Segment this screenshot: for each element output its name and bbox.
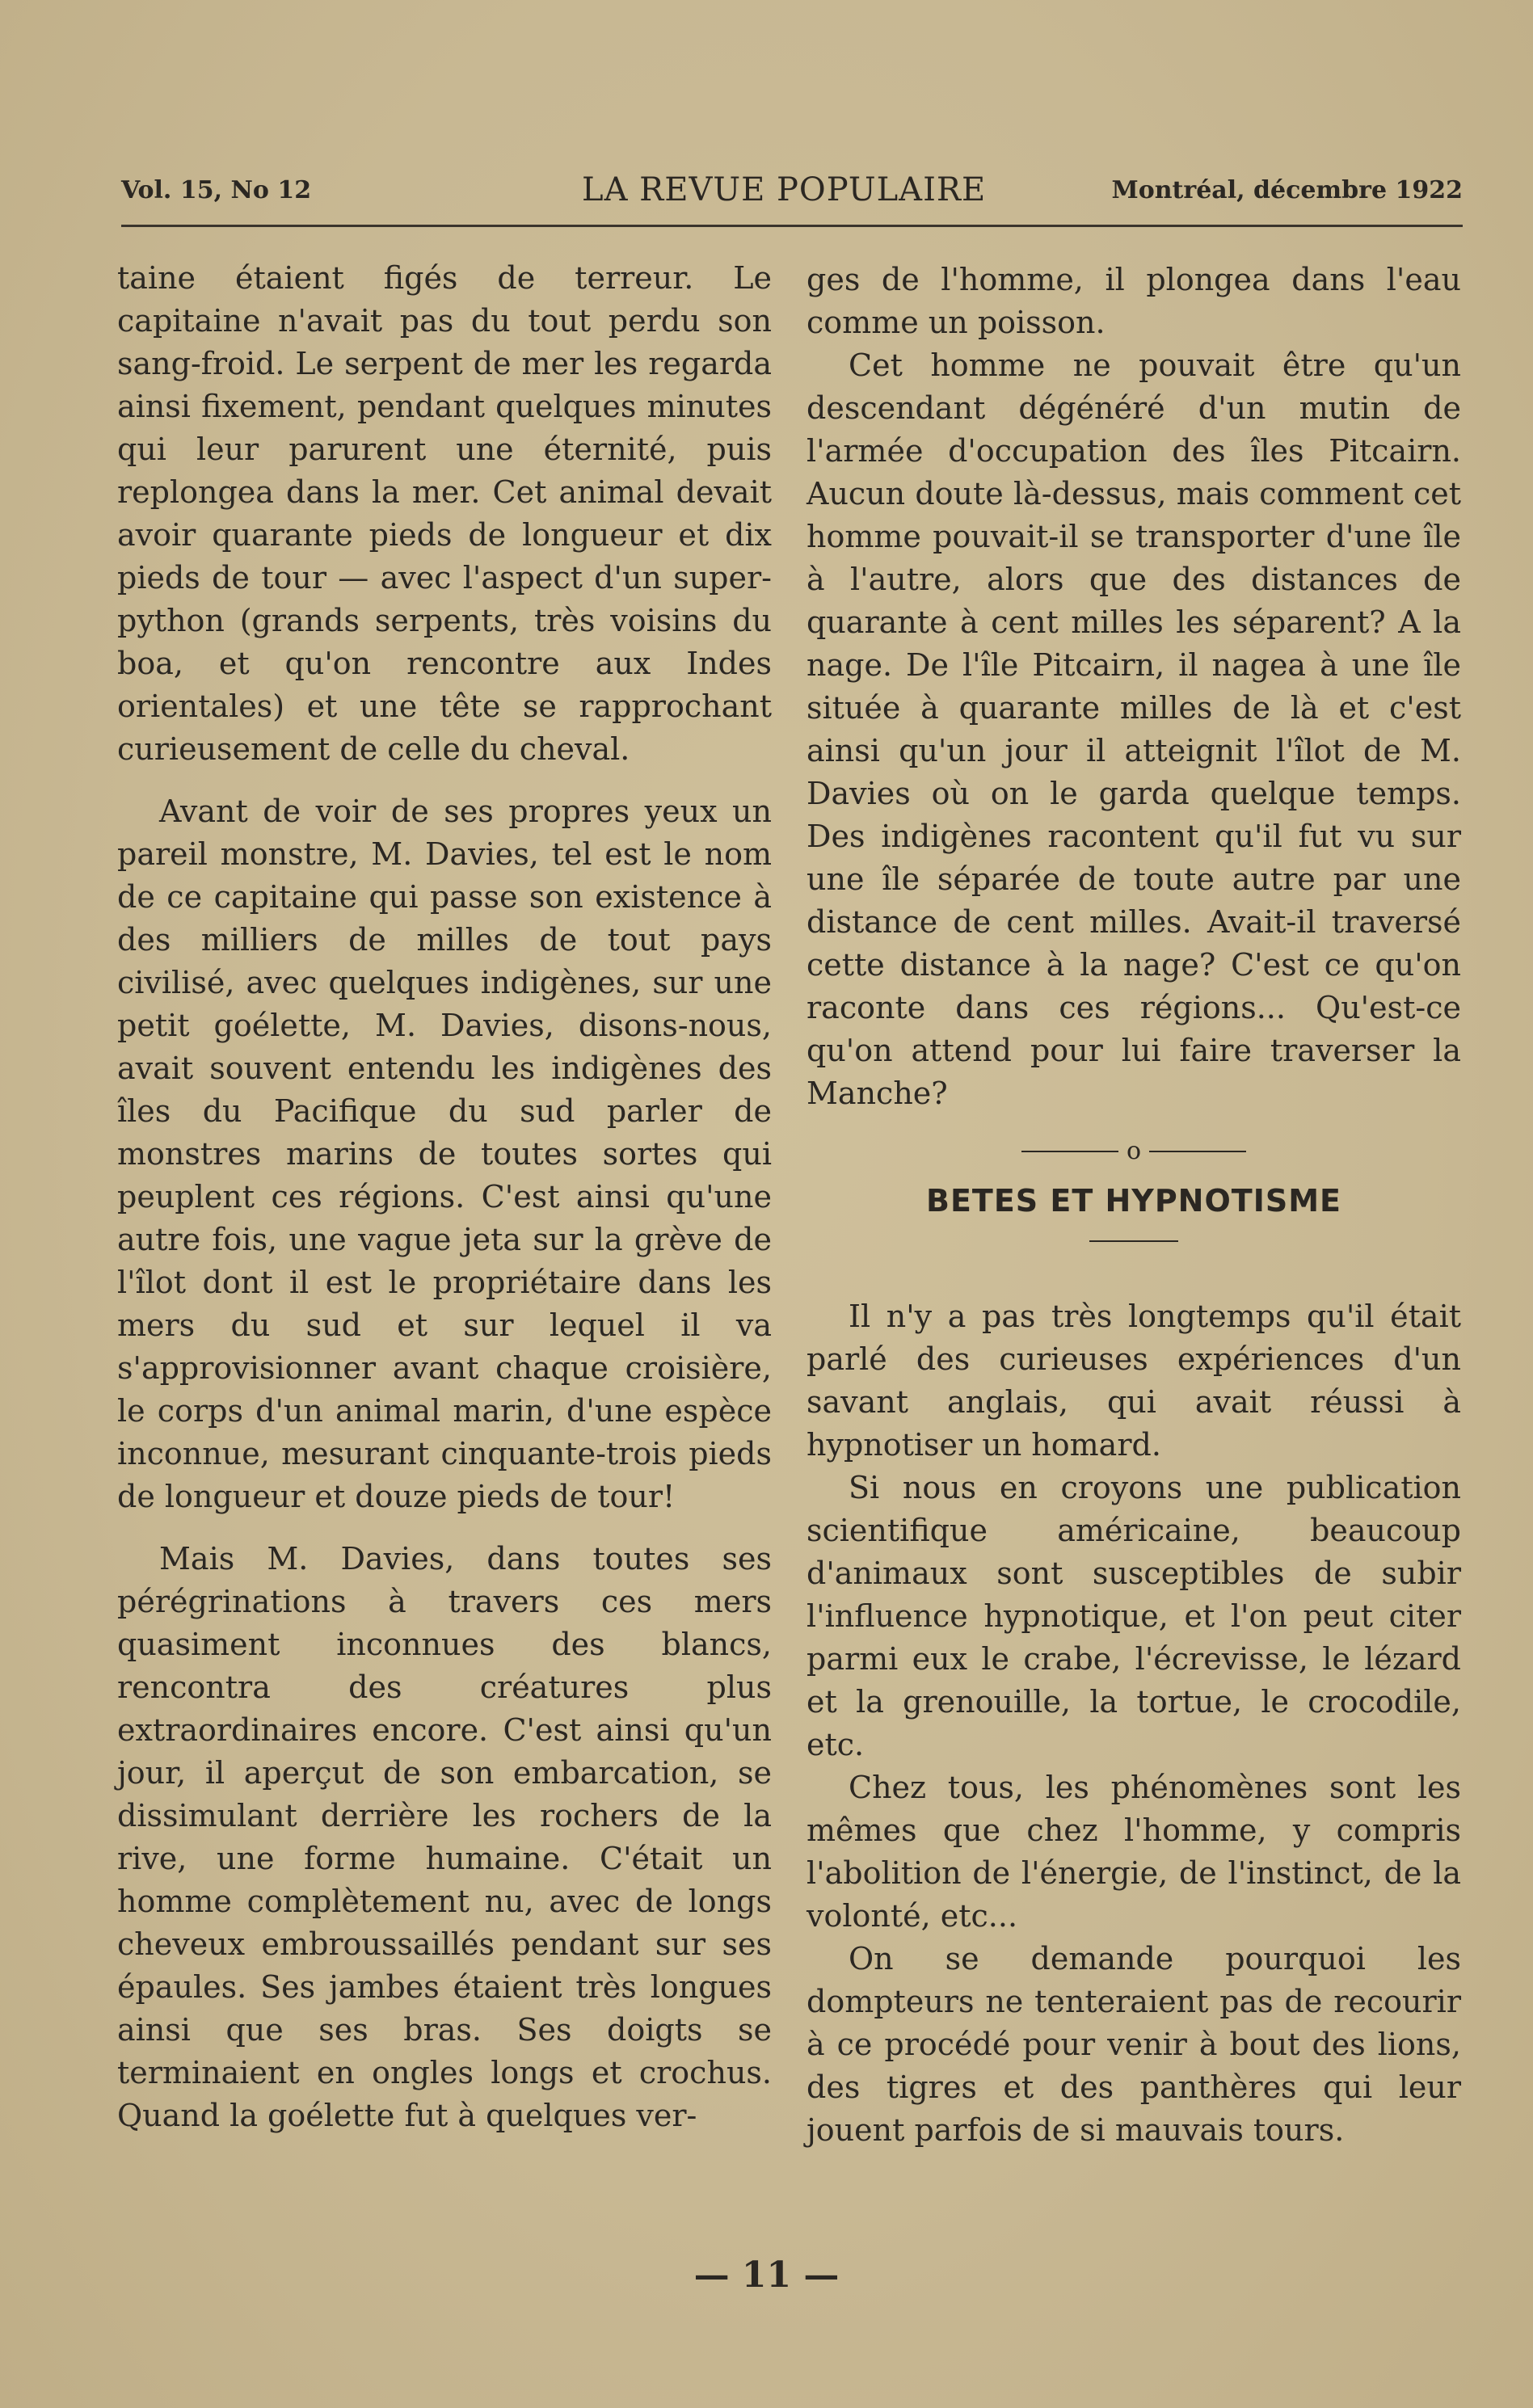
- header-rule: [121, 225, 1463, 227]
- page-number: — 11 —: [693, 2254, 840, 2296]
- paragraph: Avant de voir de ses propres yeux un pareil monstre, M. Davies, tel est le nom de ce capitaine qui passe son existence à des milliers de milles de tout pays civilisé, avec quelques indigènes, sur une petit goélette, M. Davies, disons-nous, avait souvent entendu les indigènes des îles du Pacifique du sud parler de monstres marins de toutes sortes qui peuplent ces régions. C'est ainsi qu'une autre fois, une vague jeta sur la grève de l'îlot dont il est le propriétaire dans les mers du sud et sur lequel il va s'approvisionner avant chaque croisière, le corps d'un animal marin, d'une espèce inconnue, mesurant cinquante-trois pieds de longueur et douze pieds de tour!: [117, 794, 772, 1514]
- volume-number: Vol. 15, No 12: [121, 176, 312, 204]
- paragraph: On se demande pourquoi les dompteurs ne tenteraient pas de recourir à ce procédé pour venir à bout des lions, des tigres et des panthères qui leur jouent parfois de si mauvais tours.: [807, 1941, 1461, 2148]
- paragraph: Cet homme ne pouvait être qu'un descendant dégénéré d'un mutin de l'armée d'occupation des îles Pitcairn. Aucun doute là-dessus, mais comment cet homme pouvait-il se transporter d'une île à l'autre, alors que des distances de quarante à cent milles les séparent? A la nage. De l'île Pitcairn, il nagea à une île située à quarante milles de là et c'est ainsi qu'un jour il atteignit l'îlot de M. Davies où on le garda quelque temps. Des indigènes racontent qu'il fut vu sur une île séparée de toute autre par une distance de cent milles. Avait-il traversé cette distance à la nage? C'est ce qu'on raconte dans ces régions... Qu'est-ce qu'on attend pour lui faire traverser la Manche?: [807, 347, 1461, 1111]
- paragraph: ges de l'homme, il plongea dans l'eau comme un poisson.: [807, 262, 1461, 340]
- right-column: [807, 259, 1461, 2152]
- separator-line: [1021, 1151, 1118, 1152]
- place-and-date: Montréal, décembre 1922: [1111, 176, 1463, 204]
- section-separator: [807, 1135, 1461, 1168]
- paragraph: Chez tous, les phénomènes sont les mêmes que chez l'homme, y compris l'abolition de l'énergie, de l'instinct, de la volonté, etc...: [807, 1770, 1461, 1934]
- publication-title: LA REVUE POPULAIRE: [582, 171, 987, 208]
- paragraph: Mais M. Davies, dans toutes ses pérégrinations à travers ces mers quasiment inconnues des blancs, rencontra des créatures plus extraordinaires encore. C'est ainsi qu'un jour, il aperçut de son embarcation, se dissimulant derrière les rochers de la rive, une forme humaine. C'était un homme complètement nu, avec de longs cheveux embroussaillés pendant sur ses épaules. Ses jambes étaient très longues ainsi que ses bras. Ses doigts se terminaient en ongles longs et crochus. Quand la goélette fut à quelques ver-: [117, 1541, 772, 2133]
- separator-line: [1149, 1151, 1246, 1152]
- section-title: BETES ET HYPNOTISME: [926, 1183, 1341, 1219]
- paragraph: Si nous en croyons une publication scientifique américaine, beaucoup d'animaux sont susceptibles de subir l'influence hypnotique, et l'on peut citer parmi eux le crabe, l'écrevisse, le lézard et la grenouille, la tortue, le crocodile, etc.: [807, 1470, 1461, 1762]
- paragraph: Il n'y a pas très longtemps qu'il était parlé des curieuses expériences d'un savant anglais, qui avait réussi à hypnotiser un homard.: [807, 1299, 1461, 1463]
- paragraph: taine étaient figés de terreur. Le capitaine n'avait pas du tout perdu son sang-froid. Le serpent de mer les regarda ainsi fixement, pendant quelques minutes qui leur parurent une éternité, puis replongea dans la mer. Cet animal devait avoir quarante pieds de longueur et dix pieds de tour — avec l'aspect d'un super-python (grands serpents, très voisins du boa, et qu'on rencontre aux Indes orientales) et une tête se rapprochant curieusement de celle du cheval.: [117, 260, 772, 767]
- separator-mark: o: [1126, 1137, 1142, 1165]
- left-column: [117, 257, 772, 2137]
- page-header: [121, 171, 1463, 212]
- title-rule: [1089, 1240, 1178, 1242]
